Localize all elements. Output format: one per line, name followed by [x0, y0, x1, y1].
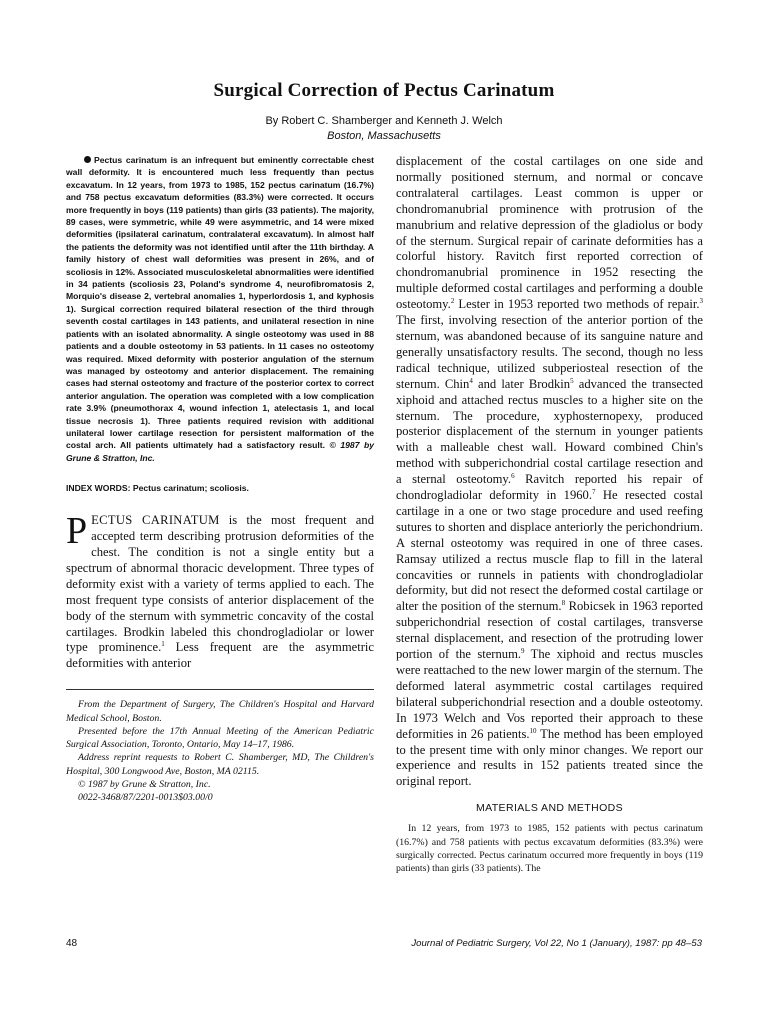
intro-lead: ECTUS CARINATUM — [91, 513, 220, 528]
right-column — [396, 154, 703, 876]
bullet-icon — [84, 156, 91, 163]
index-words: INDEX WORDS: Pectus carinatum; scoliosis. — [66, 483, 249, 494]
reference-marker: 2 — [450, 296, 455, 305]
body-text: Robicsek in 1963 reported subperichondrial resection of costal cartilages, transverse sternal displacement, and resection of the protruding lower portion of the sternum. — [396, 599, 703, 662]
journal-volume: Vol 22, No 1 (January), 1987: pp 48–53 — [531, 938, 702, 949]
body-text: and later Brodkin — [472, 376, 571, 391]
body-text: Ravitch reported his repair of chondrogladiolar deformity in 1960. — [396, 472, 703, 503]
paper-title: Surgical Correction of Pectus Carinatum — [213, 80, 555, 101]
reference-marker: 7 — [592, 487, 596, 496]
body-text: The xiphoid and rectus muscles were reattached to the new lower margin of the sternum. The deformed lateral asymmetric costal cartilages required bilateral subperichondrial resection and a double osteotomy. In 1973 Welch and Vos reported their approach to these deformities in 26 patients. — [396, 647, 703, 741]
body-text: Lester in 1953 reported two methods of repair. — [454, 297, 700, 312]
methods-paragraph: In 12 years, from 1973 to 1985, 152 patients with pectus carinatum (16.7%) and 758 patients with pectus excavatum deformities (83.3%) were surgically corrected. Pectus carinatum occurred more frequently in boys (119 patients) than girls (33 patients). The — [396, 823, 703, 875]
body-text: advanced the transected xiphoid and attached rectus muscles to a higher site on the sternum. The procedure, xyphosternopexy, produced posterior displacement of the sternum in younger patients with a malleable chest wall. Howard combined Chin's method with subperichondrial costal cartilage resection and a sternal osteotomy. — [396, 376, 703, 487]
body-text: displacement of the costal cartilages on one side and normally positioned sternum, and normal or concave contralateral cartilages. Least common is upper or chondromanubrial prominence with protrusion of the manubrium and relative depression of the gladiolus or body of the sternum. Surgical repair of carinate deformities has a colorful history. Ravitch first reported correction of chondromanubrial prominence in 1952 resecting the multiple deformed costal cartilages and performing a double osteotomy. — [396, 154, 703, 312]
abstract-text: Pectus carinatum is an infrequent but eminently correctable chest wall deformity. It is encountered much less frequently than pectus excavatum. In 12 years, from 1973 to 1985, 152 pectus carinatum (16.7%) and 758 pectus excavatum deformities (83.3%) were corrected. It occurs more frequently in boys (119 patients) than girls (33 patients). The majority, 89 cases, were symmetric, while 49 were asymmetric, and 14 were mixed deformities (ipsilateral carinatum, contralateral excavatum). In almost half the patients the deformity was not identified until after the 11th birthday. A family history of chest wall deformities was present in 26%, and of scoliosis in 12%. Associated musculoskeletal abnormalities were identified in 34 patients (scoliosis 23, Poland's syndrome 4, neurofibromatosis 2, Morquio's disease 2, vertebral anomalies 1, hyperlordosis 1, and kyphosis 1). Surgical correction required bilateral resection of the third through seventh costal cartilages in 143 patients, and unilateral resection in nine patients with an isolated abnormality. A single osteotomy was used in 88 patients and a double osteotomy in 53 patients. In 11 cases no osteotomy was required. Mixed deformity with posterior angulation of the sternum was managed by osteotomy and anterior displacement. The remaining cases had sternal osteotomy and fracture of the posterior cortex to correct anterior angulation. The operation was completed with a low complication rate 3.9% (pneumothorax 4, wound infection 1, atelectasis 1, and local tissue necrosis 1). Three patients required revision with additional unilateral lower cartilage resection for persistent malformation of the costal arch. All patients ultimately had a satisfactory result. — [66, 155, 374, 451]
author-location: Boston, Massachusetts — [327, 130, 441, 142]
section-heading-methods: MATERIALS AND METHODS — [475, 802, 624, 815]
abstract-copyright: © 1987 by Grune & Stratton, Inc. — [66, 440, 374, 463]
reference-marker: 9 — [521, 646, 525, 655]
reference-marker: 5 — [570, 376, 574, 385]
footnote-affiliation: From the Department of Surgery, The Children's Hospital and Harvard Medical School, Boston. — [66, 699, 374, 724]
journal-citation — [411, 938, 702, 949]
reference-marker: 6 — [511, 471, 515, 480]
footnote-code: 0022-3468/87/2201-0013$03.00/0 — [78, 792, 213, 804]
reference-marker: 3 — [699, 296, 703, 305]
abstract — [66, 154, 374, 464]
intro-text: is the most frequent and accepted term describing protrusion deformities of the chest. The condition is not a single entity but a spectrum of abnormal thoracic development. Three types of deformity exist with a variety of terms applied to each. The most frequent type consists of anterior displacement of the body of the sternum with symmetric concavity of the costal cartilages. Brodkin labeled this chondrogladiolar or lower type prominence. — [66, 513, 374, 655]
left-column — [66, 154, 374, 805]
reference-marker: 1 — [161, 640, 165, 649]
body-text: The first, involving resection of the anterior portion of the sternum, was abandoned because of its sanguine nature and generally unsatisfactory results. The second, though no less radical technique, utilized subperiosteal resection of the sternum. Chin — [396, 313, 703, 391]
author-line: By Robert C. Shamberger and Kenneth J. Welch — [265, 115, 503, 127]
intro-text-continued: Less frequent are the asymmetric deformities with anterior — [66, 640, 374, 671]
body-text: He resected costal cartilage in a one or two stage procedure and used reefing sutures to shorten and displace anteriorly the perichondrium. A sternal osteotomy was required in one of three cases. Ramsay utilized a rectus muscle flap to fill in the lateral concavities or runnels in patients with chondrogladiolar deformity, but did not resect the deformed costal cartilage or alter the position of the sternum. — [396, 488, 703, 614]
footnotes — [66, 698, 374, 804]
reference-marker: 8 — [561, 599, 566, 608]
reference-marker: 4 — [469, 376, 473, 385]
journal-name: Journal of Pediatric Surgery, — [411, 938, 532, 949]
page-number: 48 — [66, 938, 78, 949]
footnote-reprint: Address reprint requests to Robert C. Shamberger, MD, The Children's Hospital, 300 Longwood Ave, Boston, MA 02115. — [66, 752, 374, 777]
introduction-paragraph — [66, 510, 374, 672]
body-text: The method has been employed to the present time with only minor changes. We report our experience and results in 152 patients treated since the original report. — [396, 726, 703, 789]
drop-cap: P — [66, 510, 88, 553]
reference-marker: 10 — [529, 726, 537, 735]
history-paragraph — [396, 154, 703, 790]
footnote-divider — [66, 689, 374, 690]
footnote-copyright: © 1987 by Grune & Stratton, Inc. — [78, 779, 211, 790]
footnote-presentation: Presented before the 17th Annual Meeting of the American Pediatric Surgical Association, Toronto, Ontario, May 14–17, 1986. — [66, 725, 374, 751]
